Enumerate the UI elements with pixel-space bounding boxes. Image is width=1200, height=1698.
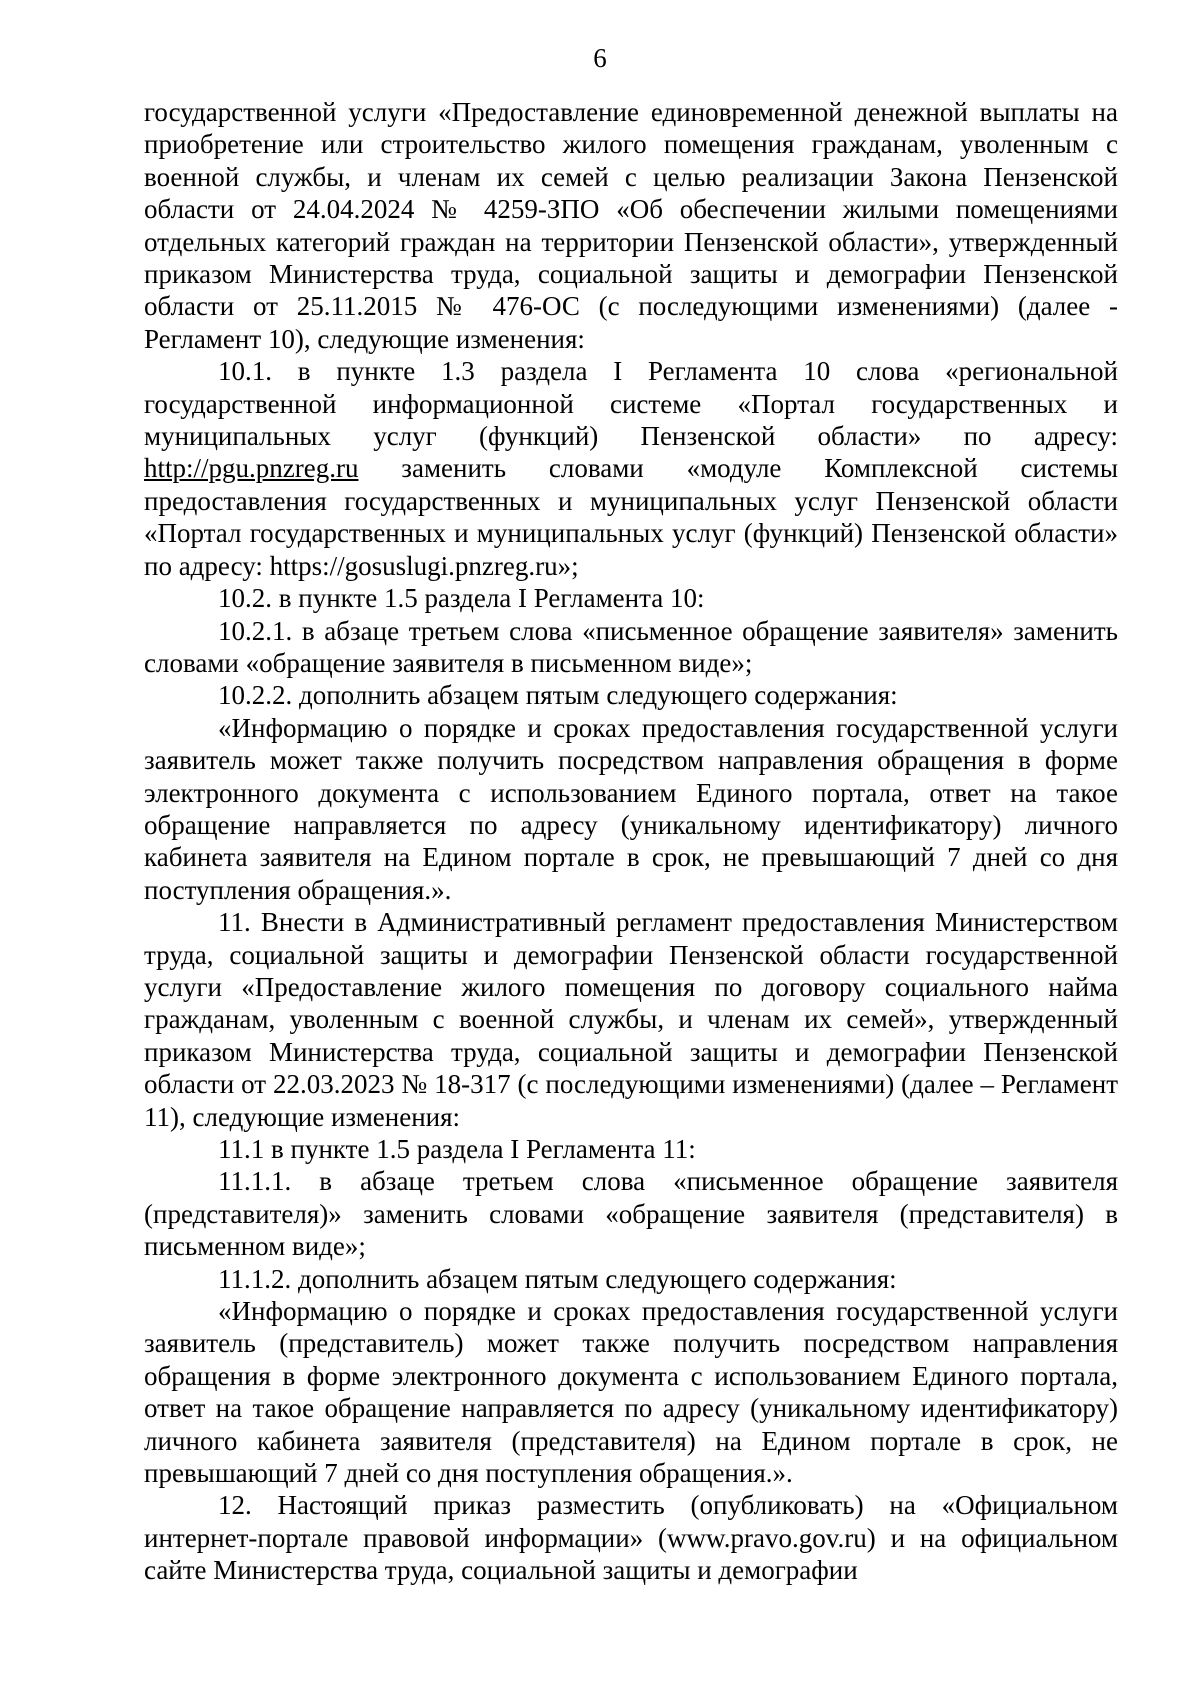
paragraph-11-1-1: 11.1.1. в абзаце третьем слова «письменное обращение заявителя (представителя)» заменить словами «обращение заявителя (представителя) в письменном виде»; <box>144 1166 1118 1262</box>
paragraph-12: 12. Настоящий приказ разместить (опубликовать) на «Официальном интернет-портале правовой информации» (www.pravo.gov.ru) и на официальном сайте Министерства труда, социальной защиты и демографии <box>144 1490 1118 1586</box>
paragraph-11: 11. Внести в Административный регламент предоставления Министерством труда, социальной защиты и демографии Пензенской области государственной услуги «Предоставление жилого помещения по договору социального найма гражданам, уволенным с военной службы, и членам их семей», утвержденный приказом Министерства труда, социальной защиты и демографии Пензенской области от 22.03.2023 № 18-317 (с последующими изменениями) (далее – Регламент 11), следующие изменения: <box>144 907 1118 1132</box>
paragraph-10-2-2: 10.2.2. дополнить абзацем пятым следующего содержания: <box>218 680 898 711</box>
paragraph-10-1 <box>144 355 1118 582</box>
paragraph-11-1: 11.1 в пункте 1.5 раздела I Регламента 11: <box>218 1134 696 1164</box>
quoted-paragraph-10: «Информацию о порядке и сроках предоставления государственной услуги заявитель может также получить посредством направления обращения в форме электронного документа с использованием Единого портала, ответ на такое обращение направляется по адресу (уникальному идентификатору) личного кабинета заявителя на Едином портале в срок, не превышающий 7 дней со дня поступления обращения.». <box>144 712 1118 905</box>
paragraph-10-1-text-after: заменить словами «модуле Комплексной системы предоставления государственных и муниципальных услуг Пензенской области «Портал государственных и муниципальных услуг (функций) Пензенской области» по адресу: https://gosuslugi.pnzreg.ru»; <box>144 453 1118 581</box>
pgu-link[interactable]: http://pgu.pnzreg.ru <box>144 453 359 484</box>
document-body <box>144 96 1118 1587</box>
paragraph-10-2-1: 10.2.1. в абзаце третьем слова «письменное обращение заявителя» заменить словами «обращение заявителя в письменном виде»; <box>144 615 1118 678</box>
paragraph-10-continuation: государственной услуги «Предоставление единовременной денежной выплаты на приобретение или строительство жилого помещения гражданам, уволенным с военной службы, и членам их семей с целью реализации Закона Пензенской области от 24.04.2024 № 4259-ЗПО «Об обеспечении жилыми помещениями отдельных категорий граждан на территории Пензенской области», утвержденный приказом Министерства труда, социальной защиты и демографии Пензенской области от 25.11.2015 № 476-ОС (с последующими изменениями) (далее - Регламент 10), следующие изменения: <box>144 97 1118 354</box>
paragraph-11-1-2: 11.1.2. дополнить абзацем пятым следующего содержания: <box>218 1263 897 1294</box>
paragraph-10-1-text-before: 10.1. в пункте 1.3 раздела I Регламента 10 слова «региональной государственной информационной системе «Портал государственных и муниципальных услуг (функций) Пензенской области» по адресу: <box>144 356 1118 452</box>
page-number: 6 <box>593 43 607 73</box>
paragraph-10-2: 10.2. в пункте 1.5 раздела I Регламента 10: <box>218 583 705 614</box>
quoted-paragraph-11: «Информацию о порядке и сроках предоставления государственной услуги заявитель (представитель) может также получить посредством направления обращения в форме электронного документа с использованием Единого портала, ответ на такое обращение направляется по адресу (уникальному идентификатору) личного кабинета заявителя (представителя) на Едином портале в срок, не превышающий 7 дней со дня поступления обращения.». <box>144 1296 1118 1489</box>
